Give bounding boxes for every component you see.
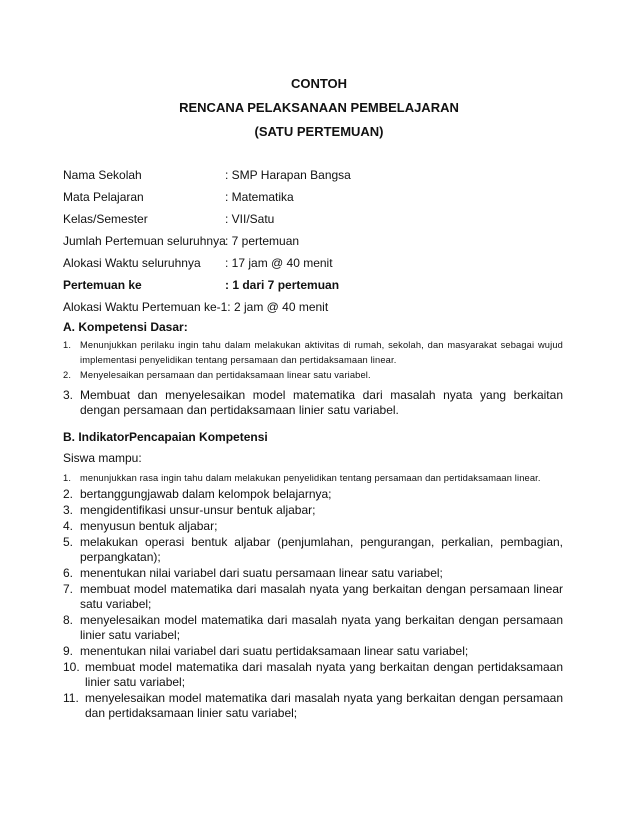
list-item [63,582,563,612]
list-item [63,388,563,418]
list-item [63,503,563,518]
list-text: menunjukkan rasa ingin tahu dalam melakukan penyelidikan tentang persamaan dan pertidaksamaan linear. [80,473,541,483]
info-value: : Matematika [225,190,294,204]
info-value: : 2 jam @ 40 menit [227,300,329,314]
list-item [63,519,563,534]
list-text: menyelesaikan model matematika dari masalah nyata yang berkaitan dengan persamaan linier satu variabel; [80,613,563,642]
info-value: : VII/Satu [225,212,275,226]
info-row-total-time [63,256,333,270]
list-item [63,613,563,643]
list-item [63,566,563,581]
section-b-title: B. IndikatorPencapaian Kompetensi [63,430,268,444]
info-label: Jumlah Pertemuan seluruhnya [63,234,226,248]
list-text: Membuat dan menyelesaikan model matematika dari masalah nyata yang berkaitan dengan persamaan dan pertidaksamaan linier satu variabel. [80,388,563,417]
info-row-subject [63,190,294,204]
doc-title-contoh: CONTOH [290,76,348,91]
info-label: Pertemuan ke [63,278,142,292]
info-label: Kelas/Semester [63,212,148,226]
info-label: Nama Sekolah [63,168,142,182]
list-text: Menunjukkan perilaku ingin tahu dalam melakukan aktivitas di rumah, sekolah, dan masyarakat sebagai wujud implementasi penyelidikan tentang persamaan dan pertidaksamaan linear. [80,340,563,365]
info-label: Alokasi Waktu Pertemuan ke-1 [63,300,228,314]
list-item [63,338,563,367]
info-value: : 1 dari 7 pertemuan [225,278,340,292]
section-b-intro: Siswa mampu: [63,451,142,465]
list-item [63,644,563,659]
doc-title-rpp: RENCANA PELAKSANAAN PEMBELAJARAN [179,100,459,115]
list-number: 9. [63,644,74,658]
list-number: 2. [63,487,74,501]
list-item [63,535,563,565]
info-row-class [63,212,274,226]
list-number: 6. [63,566,74,580]
list-text: bertanggungjawab dalam kelompok belajarnya; [80,487,332,501]
list-item [63,660,563,690]
info-row-meeting-time [63,300,328,314]
info-value: : 17 jam @ 40 menit [225,256,333,270]
info-row-school [63,168,351,182]
list-number: 1. [63,340,72,350]
list-number: 5. [63,535,74,549]
list-item [63,691,563,721]
list-text: menyelesaikan model matematika dari masalah nyata yang berkaitan dengan persamaan dan pertidaksamaan linier satu variabel; [85,691,563,720]
info-label: Mata Pelajaran [63,190,144,204]
list-text: menentukan nilai variabel dari suatu pertidaksamaan linear satu variabel; [80,644,469,658]
list-item [63,487,563,502]
section-a-title: A. Kompetensi Dasar: [63,320,188,334]
list-number: 3. [63,388,74,402]
list-number: 4. [63,519,74,533]
list-item [63,368,563,383]
info-value: : SMP Harapan Bangsa [225,168,351,182]
list-text: membuat model matematika dari masalah nyata yang berkaitan dengan persamaan linear satu variabel; [80,582,563,611]
list-text: membuat model matematika dari masalah nyata yang berkaitan dengan pertidaksamaan linier satu variabel; [85,660,563,689]
list-text: mengidentifikasi unsur-unsur bentuk aljabar; [80,503,316,517]
list-number: 1. [63,473,72,483]
list-number: 11. [63,691,79,705]
info-label: Alokasi Waktu seluruhnya [63,256,201,270]
list-text: Menyelesaikan persamaan dan pertidaksamaan linear satu variabel. [80,370,371,380]
info-row-total-meetings [63,234,299,248]
list-number: 8. [63,613,74,627]
doc-title-subtitle: (SATU PERTEMUAN) [254,124,384,139]
info-value: : 7 pertemuan [225,234,300,248]
list-number: 2. [63,370,72,380]
list-text: menentukan nilai variabel dari suatu persamaan linear satu variabel; [80,566,443,580]
list-number: 7. [63,582,74,596]
list-text: menyusun bentuk aljabar; [80,519,218,533]
list-item [63,471,563,486]
list-text: melakukan operasi bentuk aljabar (penjumlahan, pengurangan, perkalian, pembagian, perpangkatan); [80,535,563,564]
info-row-meeting [63,278,339,292]
list-number: 3. [63,503,74,517]
list-number: 10. [63,660,80,674]
